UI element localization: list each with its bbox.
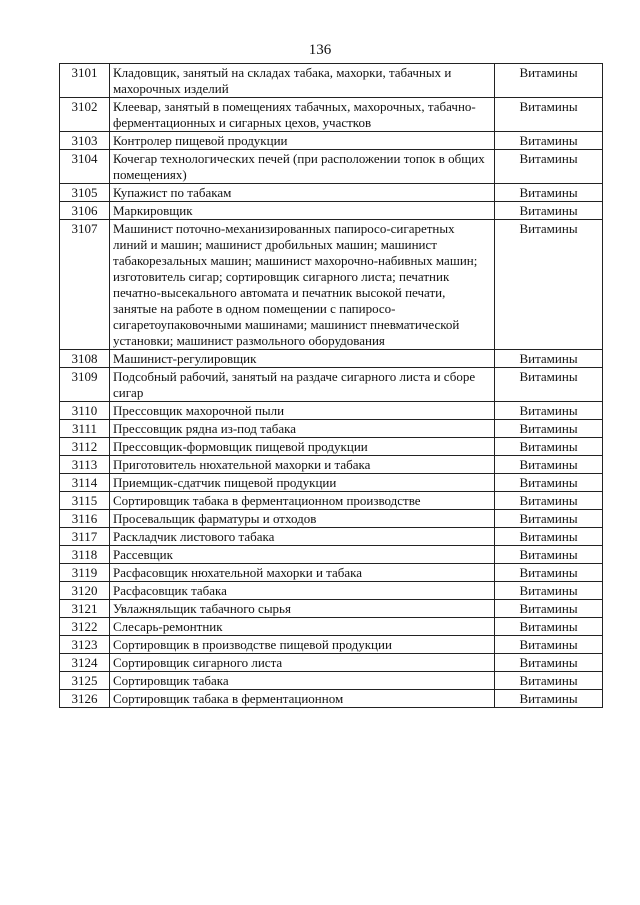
row-code: 3106 xyxy=(60,202,110,220)
row-value: Витамины xyxy=(495,564,603,582)
table-row xyxy=(60,184,603,202)
row-code: 3120 xyxy=(60,582,110,600)
row-name: Прессовщик рядна из-под табака xyxy=(110,420,495,438)
table-row xyxy=(60,64,603,98)
profession-table xyxy=(59,63,603,708)
row-name: Увлажняльщик табачного сырья xyxy=(110,600,495,618)
table-row xyxy=(60,600,603,618)
row-value: Витамины xyxy=(495,582,603,600)
table-row xyxy=(60,350,603,368)
row-code: 3112 xyxy=(60,438,110,456)
row-name: Слесарь-ремонтник xyxy=(110,618,495,636)
row-name: Кочегар технологических печей (при расположении топок в общих помещениях) xyxy=(110,150,495,184)
row-name: Приготовитель нюхательной махорки и табака xyxy=(110,456,495,474)
row-value: Витамины xyxy=(495,690,603,708)
table-row xyxy=(60,618,603,636)
row-code: 3121 xyxy=(60,600,110,618)
table-row xyxy=(60,546,603,564)
row-name: Расфасовщик табака xyxy=(110,582,495,600)
table-row xyxy=(60,368,603,402)
row-value: Витамины xyxy=(495,420,603,438)
row-name: Прессовщик махорочной пыли xyxy=(110,402,495,420)
table-row xyxy=(60,150,603,184)
row-value: Витамины xyxy=(495,98,603,132)
row-code: 3113 xyxy=(60,456,110,474)
page-number: 136 xyxy=(308,42,332,58)
row-code: 3114 xyxy=(60,474,110,492)
row-name: Машинист-регулировщик xyxy=(110,350,495,368)
row-code: 3109 xyxy=(60,368,110,402)
row-value: Витамины xyxy=(495,64,603,98)
row-code: 3111 xyxy=(60,420,110,438)
row-value: Витамины xyxy=(495,492,603,510)
table-row xyxy=(60,564,603,582)
row-value: Витамины xyxy=(495,546,603,564)
table-row xyxy=(60,220,603,350)
row-code: 3107 xyxy=(60,220,110,350)
row-value: Витамины xyxy=(495,600,603,618)
row-name: Маркировщик xyxy=(110,202,495,220)
row-value: Витамины xyxy=(495,438,603,456)
table-row xyxy=(60,690,603,708)
row-code: 3110 xyxy=(60,402,110,420)
table-row xyxy=(60,202,603,220)
row-code: 3115 xyxy=(60,492,110,510)
row-name: Сортировщик в производстве пищевой продукции xyxy=(110,636,495,654)
table-row xyxy=(60,132,603,150)
row-name: Прессовщик-формовщик пищевой продукции xyxy=(110,438,495,456)
row-name: Рассевщик xyxy=(110,546,495,564)
row-name: Купажист по табакам xyxy=(110,184,495,202)
row-name: Сортировщик сигарного листа xyxy=(110,654,495,672)
table-row xyxy=(60,528,603,546)
table-row xyxy=(60,510,603,528)
row-code: 3103 xyxy=(60,132,110,150)
row-value: Витамины xyxy=(495,202,603,220)
row-value: Витамины xyxy=(495,654,603,672)
table-row xyxy=(60,456,603,474)
row-value: Витамины xyxy=(495,510,603,528)
row-value: Витамины xyxy=(495,672,603,690)
row-name: Раскладчик листового табака xyxy=(110,528,495,546)
row-value: Витамины xyxy=(495,636,603,654)
row-code: 3105 xyxy=(60,184,110,202)
row-code: 3117 xyxy=(60,528,110,546)
table-body xyxy=(60,64,603,708)
row-code: 3101 xyxy=(60,64,110,98)
table-row xyxy=(60,672,603,690)
row-code: 3125 xyxy=(60,672,110,690)
row-code: 3123 xyxy=(60,636,110,654)
row-value: Витамины xyxy=(495,402,603,420)
table-row xyxy=(60,474,603,492)
row-code: 3116 xyxy=(60,510,110,528)
table-row xyxy=(60,636,603,654)
table-row xyxy=(60,420,603,438)
row-name: Просевальщик фарматуры и отходов xyxy=(110,510,495,528)
row-value: Витамины xyxy=(495,132,603,150)
row-name: Сортировщик табака в ферментационном производстве xyxy=(110,492,495,510)
row-name: Приемщик-сдатчик пищевой продукции xyxy=(110,474,495,492)
table-row xyxy=(60,438,603,456)
row-code: 3102 xyxy=(60,98,110,132)
row-value: Витамины xyxy=(495,528,603,546)
row-value: Витамины xyxy=(495,220,603,350)
row-name: Клеевар, занятый в помещениях табачных, махорочных, табачно-ферментационных и сигарных цехов, участков xyxy=(110,98,495,132)
row-name: Кладовщик, занятый на складах табака, махорки, табачных и махорочных изделий xyxy=(110,64,495,98)
table-row xyxy=(60,98,603,132)
row-code: 3108 xyxy=(60,350,110,368)
row-code: 3126 xyxy=(60,690,110,708)
row-name: Расфасовщик нюхательной махорки и табака xyxy=(110,564,495,582)
row-value: Витамины xyxy=(495,184,603,202)
row-value: Витамины xyxy=(495,456,603,474)
row-code: 3104 xyxy=(60,150,110,184)
row-name: Машинист поточно-механизированных папиросо-сигаретных линий и машин; машинист дробильных машин; машинист табакорезальных машин; машинист махорочно-набивных машин; изготовитель сигар; сортировщик сигарного листа; печатник печатно-высекального автомата и печатник высокой печати, занятые на работе в одном помещении с папиросо-сигаретоупаковочными машинами; машинист пневматической установки; машинист размольного оборудования xyxy=(110,220,495,350)
row-code: 3118 xyxy=(60,546,110,564)
table-row xyxy=(60,582,603,600)
row-value: Витамины xyxy=(495,618,603,636)
row-code: 3124 xyxy=(60,654,110,672)
row-name: Сортировщик табака в ферментационном xyxy=(110,690,495,708)
row-value: Витамины xyxy=(495,368,603,402)
row-value: Витамины xyxy=(495,150,603,184)
row-name: Контролер пищевой продукции xyxy=(110,132,495,150)
row-value: Витамины xyxy=(495,474,603,492)
table-row xyxy=(60,402,603,420)
row-code: 3119 xyxy=(60,564,110,582)
table-row xyxy=(60,654,603,672)
row-name: Подсобный рабочий, занятый на раздаче сигарного листа и сборе сигар xyxy=(110,368,495,402)
row-code: 3122 xyxy=(60,618,110,636)
table-row xyxy=(60,492,603,510)
row-name: Сортировщик табака xyxy=(110,672,495,690)
row-value: Витамины xyxy=(495,350,603,368)
